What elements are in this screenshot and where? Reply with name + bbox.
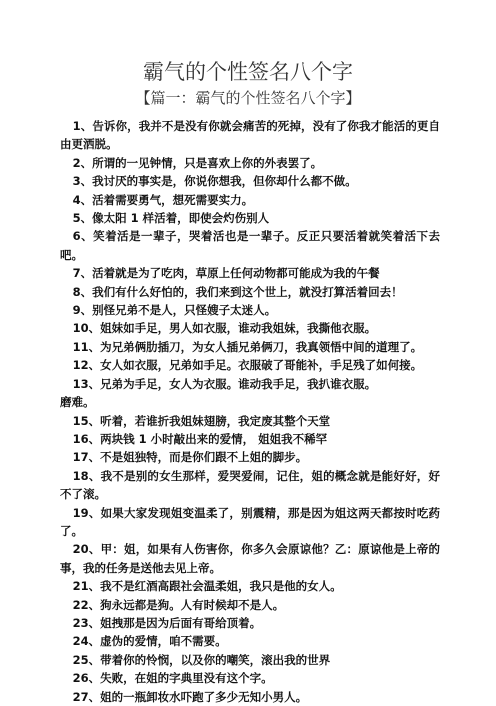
list-item: 16、两块钱 1 小时敲出来的爱情， 姐姐我不稀罕 [72,431,328,446]
list-item: 7、活着就是为了吃肉，草原上任何动物都可能成为我的午餐 [72,266,380,281]
list-item-continuation: 磨难。 [60,395,95,410]
list-item: 21、我不是红酒高跟社会温柔姐，我只是他的女人。 [72,579,342,594]
list-item: 20、甲：姐，如果有人伤害你，你多久会原谅他？乙：原谅他是上帝的事，我的任务是送他去见上帝。 [60,542,440,575]
list-item: 26、失败，在姐的字典里没有这个字。 [72,671,273,686]
list-item: 1、告诉你，我并不是没有你就会痛苦的死掉，没有了你我才能活的更自由更洒脱。 [60,119,440,152]
list-item: 5、像太阳 1 样活着，即使会灼伤别人 [72,211,270,226]
document-title: 霸气的个性签名八个字 [143,60,353,84]
signature-list [60,117,440,706]
list-item: 4、活着需要勇气，想死需要实力。 [72,192,254,207]
list-item: 12、女人如衣服，兄弟如手足。衣服破了哥能补，手足残了如何接。 [72,358,423,373]
list-item: 15、听着，若谁折我姐妹翅膀，我定废其整个天堂 [72,413,331,428]
list-item: 10、姐妹如手足，男人如衣服，谁动我姐妹，我撕他衣服。 [72,321,377,336]
list-item: 6、笑着活是一辈子，哭着活也是一辈子。反正只要活着就笑着活下去吧。 [60,229,440,262]
list-item: 2、所谓的一见钟情，只是喜欢上你的外表罢了。 [72,155,323,170]
document-subtitle: 【篇一：霸气的个性签名八个字】 [135,89,361,107]
list-item: 23、姐拽那是因为后面有哥给顶着。 [72,615,262,630]
list-item: 24、虚伪的爱情，咱不需要。 [72,634,227,649]
list-item: 19、如果大家发现姐变温柔了，别震精，那是因为姐这两天都按时吃药了。 [60,505,440,538]
list-item: 27、姐的一瓶卸妆水吓跑了多少无知小男人。 [72,689,308,704]
list-item: 3、我讨厌的事实是，你说你想我，但你却什么都不做。 [72,174,357,189]
list-item: 25、带着你的怜悯，以及你的嘲笑，滚出我的世界 [72,652,331,667]
list-item: 11、为兄弟俩肋插刀，为女人插兄弟俩刀，我真领悟中间的道理了。 [72,339,423,354]
list-item: 13、兄弟为手足，女人为衣服。谁动我手足，我扒谁衣服。 [72,376,377,391]
list-item: 9、别怪兄弟不是人，只怪嫂子太迷人。 [72,303,277,318]
list-item: 18、我不是别的女生那样，爱哭爱闹，记住，姐的概念就是能好好，好不了滚。 [60,468,440,502]
list-item: 8、我们有什么好怕的，我们来到这个世上，就没打算活着回去！ [72,284,403,299]
list-item: 22、狗永远都是狗。人有时候却不是人。 [72,597,285,612]
list-item: 17、不是姐独特，而是你们跟不上姐的脚步。 [72,450,308,465]
